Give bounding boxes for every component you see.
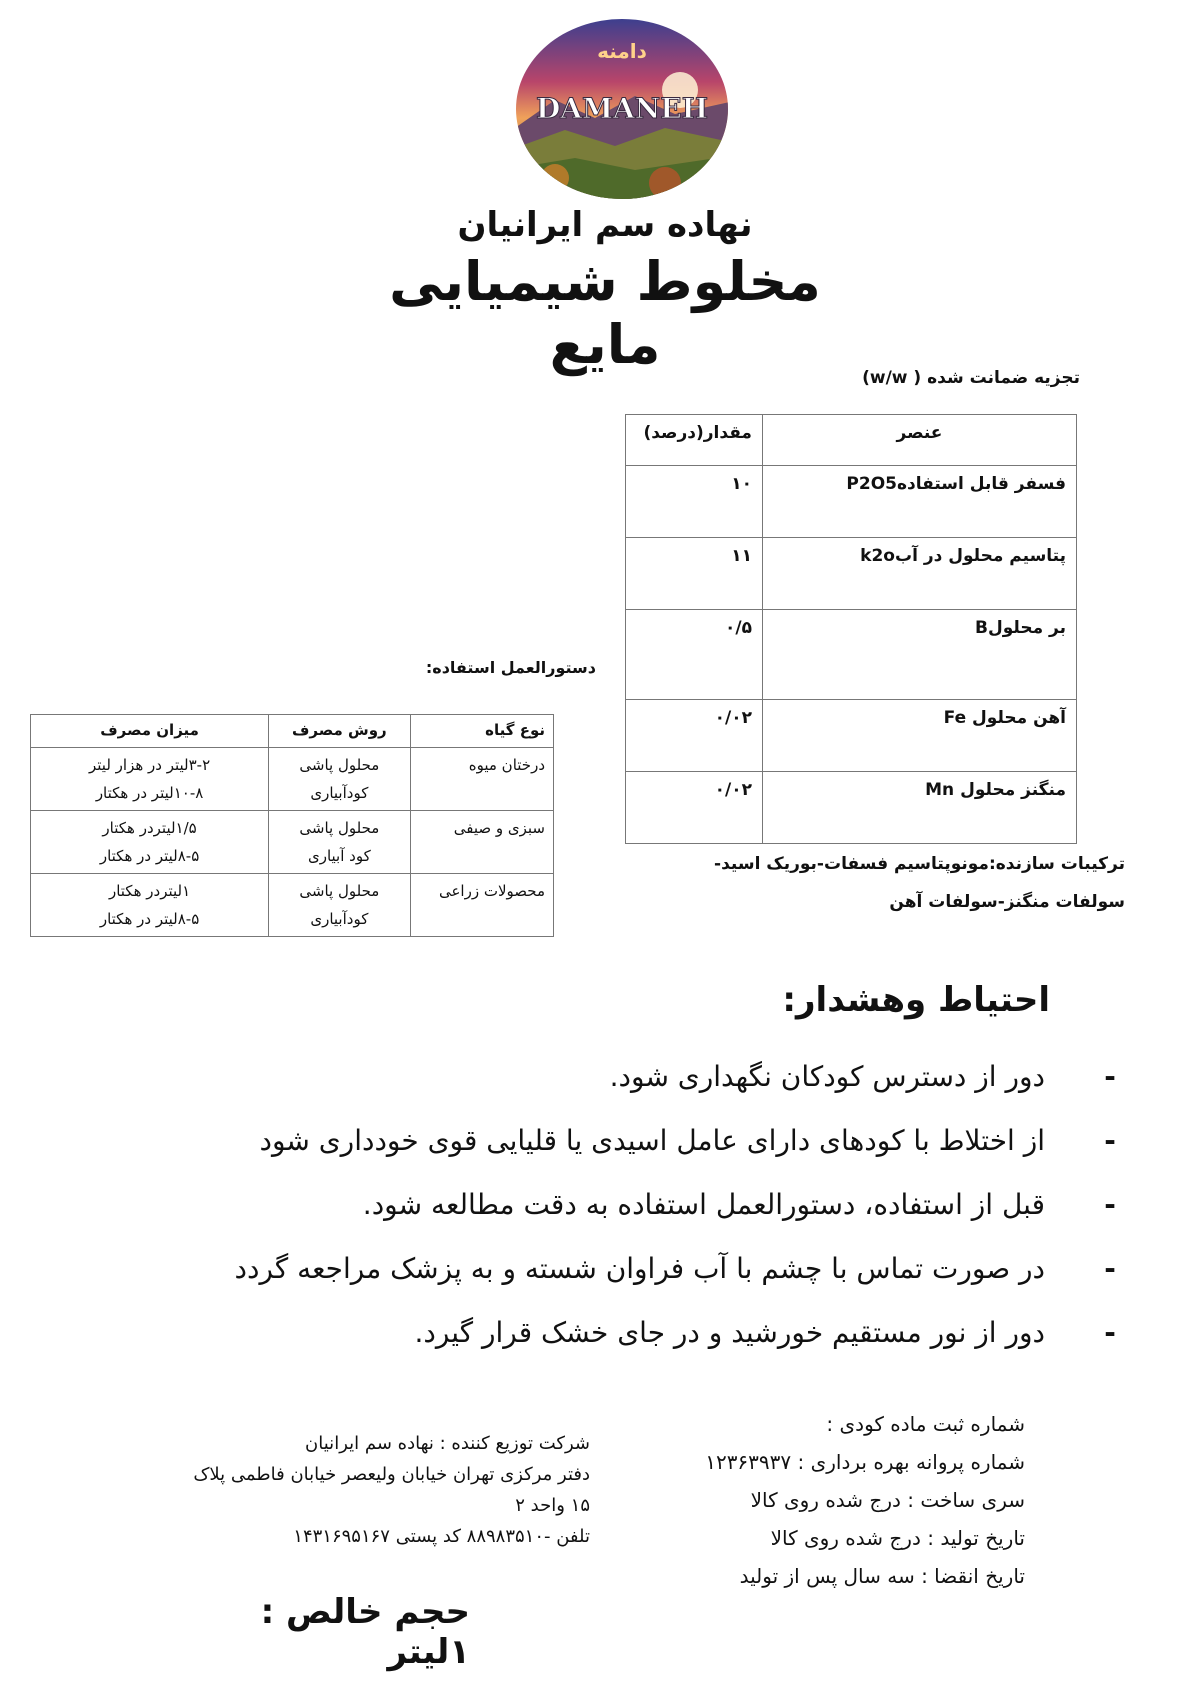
header-element: عنصر	[762, 415, 1076, 466]
rate-line: ۳-۲لیتر در هزار لیتر	[88, 756, 211, 774]
warning-text: از اختلاط با کودهای دارای عامل اسیدی یا قلیایی قوی خودداری شود	[259, 1124, 1045, 1157]
element-cell: منگنز محلول Mn	[762, 772, 1076, 844]
bullet-dash: -	[1104, 1124, 1116, 1157]
element-cell: بر محلولB	[762, 610, 1076, 700]
distributor-line: دفتر مرکزی تهران خیابان ولیعصر خیابان فاطمی پلاک	[193, 1464, 590, 1485]
analysis-caption: تجزیه ضمانت شده ( w/w)	[862, 368, 1080, 388]
company-name: نهاده سم ایرانیان	[457, 205, 753, 245]
rate-line: ۸-۵لیتر در هکتار	[99, 910, 200, 928]
list-item	[150, 1237, 1125, 1301]
distributor-info	[140, 1428, 590, 1552]
bullet-dash: -	[1104, 1252, 1116, 1285]
amount-cell: ۰/۵	[626, 610, 763, 700]
header-amount: مقدار(درصد)	[626, 415, 763, 466]
element-cell: فسفر قابل استفادهP2O5	[762, 466, 1076, 538]
amount-cell: ۱۰	[626, 466, 763, 538]
table-row	[31, 748, 554, 811]
header-rate: میزان مصرف	[31, 715, 269, 748]
warning-text: قبل از استفاده، دستورالعمل استفاده به دقت مطالعه شود.	[362, 1188, 1045, 1221]
method-cell	[269, 748, 410, 811]
rate-line: ۱/۵لیتردر هکتار	[102, 819, 197, 837]
header-method: روش مصرف	[269, 715, 410, 748]
distributor-line: ۱۵ واحد ۲	[515, 1495, 590, 1516]
registration-line: سری ساخت : درج شده روی کالا	[750, 1488, 1025, 1512]
usage-header-row	[31, 715, 554, 748]
plant-cell: محصولات زراعی	[410, 874, 553, 937]
method-line: کود آبیاری	[307, 847, 371, 865]
warning-text: دور از نور مستقیم خورشید و در جای خشک قرار گیرد.	[414, 1316, 1045, 1349]
analysis-table	[625, 414, 1077, 844]
method-line: کودآبیاری	[310, 910, 369, 928]
table-row	[626, 466, 1077, 538]
list-item	[150, 1109, 1125, 1173]
method-line: محلول پاشی	[299, 819, 380, 837]
element-cell: آهن محلول Fe	[762, 700, 1076, 772]
method-cell	[269, 811, 410, 874]
registration-line: تاریخ انقضا : سه سال پس از تولید	[739, 1564, 1025, 1588]
amount-cell: ۱۱	[626, 538, 763, 610]
method-cell	[269, 874, 410, 937]
plant-cell: سبزی و صیفی	[410, 811, 553, 874]
registration-info	[690, 1405, 1025, 1595]
rate-line: ۸-۵لیتر در هکتار	[99, 847, 200, 865]
rate-line: ۱۰-۸لیتر در هکتار	[95, 784, 204, 802]
analysis-header-row	[626, 415, 1077, 466]
amount-cell: ۰/۰۲	[626, 700, 763, 772]
table-row	[626, 772, 1077, 844]
warning-text: دور از دسترس کودکان نگهداری شود.	[609, 1060, 1045, 1093]
product-title: مخلوط شیمیایی مایع	[389, 250, 821, 376]
plant-cell: درختان میوه	[410, 748, 553, 811]
header-plant: نوع گیاه	[410, 715, 553, 748]
ingredients-line: ترکیبات سازنده:مونوپتاسیم فسفات-بوریک اسید-	[714, 854, 1125, 874]
amount-cell: ۰/۰۲	[626, 772, 763, 844]
bullet-dash: -	[1104, 1316, 1116, 1349]
usage-caption: دستورالعمل استفاده:	[425, 658, 596, 677]
rate-cell	[31, 811, 269, 874]
list-item	[150, 1045, 1125, 1109]
net-volume: حجم خالص : ۱لیتر	[260, 1592, 470, 1672]
list-item	[150, 1301, 1125, 1365]
ingredients	[640, 845, 1125, 921]
method-line: محلول پاشی	[299, 882, 380, 900]
registration-line: شماره پروانه بهره برداری : ۱۲۳۶۳۹۳۷	[705, 1450, 1025, 1474]
method-line: محلول پاشی	[299, 756, 380, 774]
element-cell: پتاسیم محلول در آبk2o	[762, 538, 1076, 610]
distributor-line: تلفن -۸۸۹۸۳۵۱۰ کد پستی ۱۴۳۱۶۹۵۱۶۷	[293, 1526, 590, 1547]
registration-line: تاریخ تولید : درج شده روی کالا	[770, 1526, 1025, 1550]
logo-brand-text: DAMANEH	[535, 92, 709, 125]
table-row	[626, 700, 1077, 772]
rate-line: ۱لیتردر هکتار	[108, 882, 191, 900]
bullet-dash: -	[1104, 1060, 1116, 1093]
warning-text: در صورت تماس با چشم با آب فراوان شسته و به پزشک مراجعه گردد	[234, 1252, 1045, 1285]
warnings-list	[150, 1045, 1125, 1365]
bullet-dash: -	[1104, 1188, 1116, 1221]
registration-line: شماره ثبت ماده کودی :	[826, 1412, 1025, 1436]
table-row	[31, 874, 554, 937]
usage-table	[30, 714, 554, 937]
list-item	[150, 1173, 1125, 1237]
distributor-line: شرکت توزیع کننده : نهاده سم ایرانیان	[305, 1433, 590, 1454]
rate-cell	[31, 874, 269, 937]
table-row	[626, 610, 1077, 700]
table-row	[31, 811, 554, 874]
rate-cell	[31, 748, 269, 811]
logo-top-text: دامنه	[597, 39, 647, 63]
ingredients-line: سولفات منگنز-سولفات آهن	[889, 892, 1125, 912]
warnings-title: احتیاط وهشدار:	[782, 980, 1050, 1020]
method-line: کودآبیاری	[310, 784, 369, 802]
table-row	[626, 538, 1077, 610]
damaneh-logo	[515, 18, 730, 200]
